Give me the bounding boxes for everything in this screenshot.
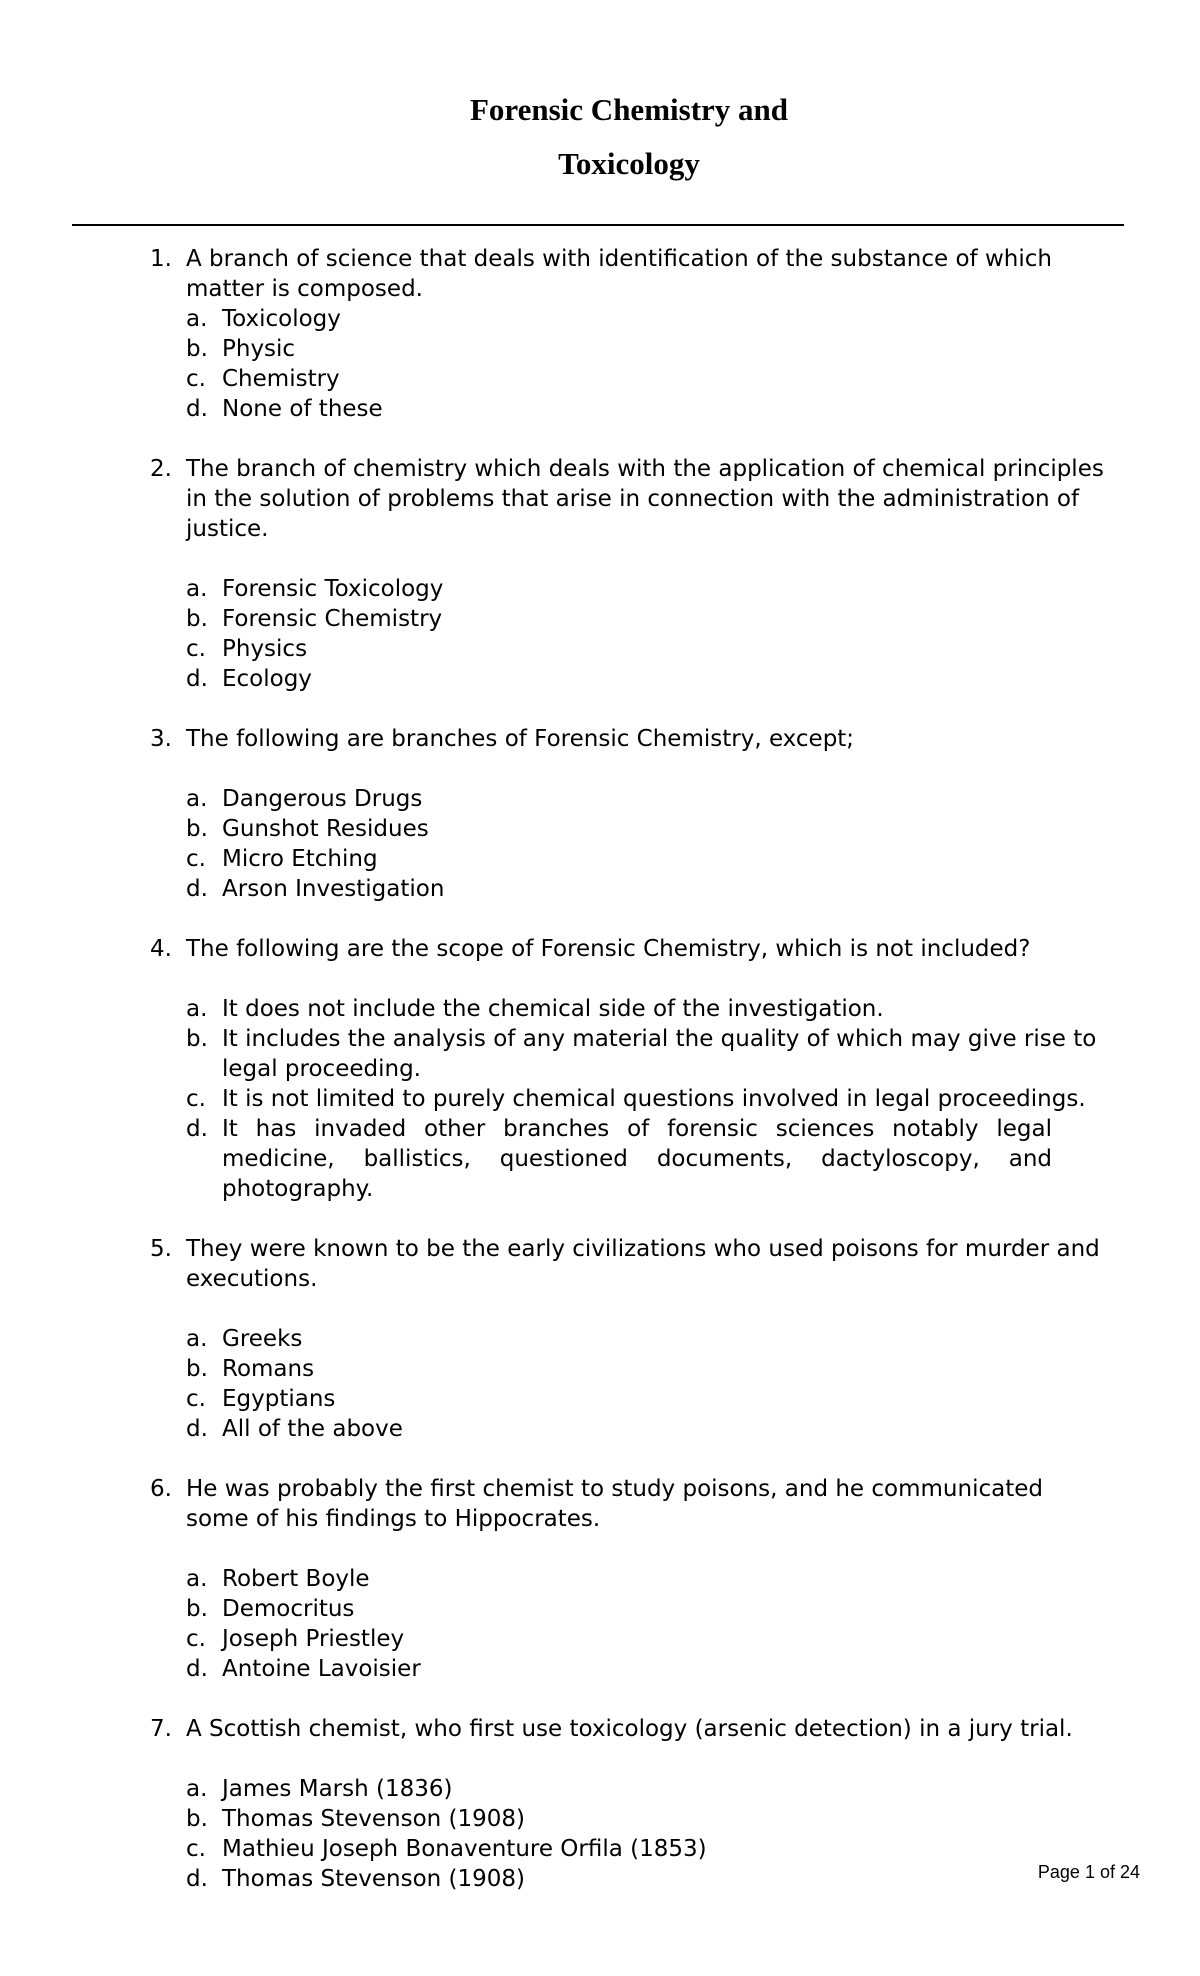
option-text: Forensic Toxicology — [222, 576, 444, 602]
option-letter: c. — [186, 1836, 206, 1862]
option-list — [186, 1564, 1110, 1684]
option-list — [186, 994, 1110, 1204]
option — [186, 1324, 1110, 1354]
option — [186, 1354, 1110, 1384]
option — [186, 1834, 1110, 1864]
question-number: 7. — [150, 1716, 172, 1742]
question-text: The following are branches of Forensic Chemistry, except; — [186, 726, 855, 752]
option-letter: b. — [186, 1806, 208, 1832]
option-text: Mathieu Joseph Bonaventure Orfila (1853) — [222, 1836, 707, 1862]
option-text: Physic — [222, 336, 296, 362]
option-letter: d. — [186, 396, 208, 422]
question-text: The following are the scope of Forensic Chemistry, which is not included? — [186, 936, 1031, 962]
option-text: Chemistry — [222, 366, 340, 392]
option-text: Romans — [222, 1356, 315, 1382]
option-letter: b. — [186, 1356, 208, 1382]
option-letter: c. — [186, 1626, 206, 1652]
option-text: Arson Investigation — [222, 876, 445, 902]
option-letter: c. — [186, 1386, 206, 1412]
question-list — [150, 244, 1110, 1894]
option-letter: d. — [186, 1416, 208, 1442]
option-letter: b. — [186, 816, 208, 842]
option-text: Micro Etching — [222, 846, 378, 872]
document-title-line-1: Forensic Chemistry and — [469, 92, 789, 127]
question-4 — [150, 934, 1110, 1204]
option-text: Democritus — [222, 1596, 355, 1622]
option-text: Gunshot Residues — [222, 816, 429, 842]
option-letter: a. — [186, 786, 208, 812]
question-2 — [150, 454, 1110, 694]
option-letter: d. — [186, 876, 208, 902]
option — [186, 1414, 1110, 1444]
spacer — [186, 1534, 1110, 1564]
option — [186, 1564, 1110, 1594]
option — [186, 1024, 1110, 1084]
option-list — [186, 784, 1110, 904]
question-text: A Scottish chemist, who first use toxicology (arsenic detection) in a jury trial. — [186, 1716, 1073, 1742]
page-number: Page 1 of 24 — [1037, 1862, 1140, 1882]
spacer — [186, 544, 1110, 574]
option — [186, 844, 1110, 874]
option — [186, 814, 1110, 844]
option-text: Egyptians — [222, 1386, 336, 1412]
option-letter: b. — [186, 1596, 208, 1622]
option-letter: d. — [186, 666, 208, 692]
spacer — [150, 1684, 1110, 1714]
question-text: The branch of chemistry which deals with the application of chemical principles in the solution of problems that arise in connection with the administration of justice. — [186, 456, 1104, 542]
question-text: A branch of science that deals with identification of the substance of which matter is composed. — [186, 246, 1052, 302]
option — [186, 304, 1110, 334]
title-divider — [72, 224, 1124, 226]
option-letter: c. — [186, 846, 206, 872]
spacer — [186, 1294, 1110, 1324]
spacer — [150, 694, 1110, 724]
option-text: None of these — [222, 396, 383, 422]
option-letter: b. — [186, 606, 208, 632]
option — [186, 394, 1110, 424]
option-list — [186, 1324, 1110, 1444]
option-letter: c. — [186, 1086, 206, 1112]
option — [186, 994, 1110, 1024]
document-title-line-2: Toxicology — [558, 146, 700, 181]
question-number: 2. — [150, 456, 172, 482]
question-number: 3. — [150, 726, 172, 752]
option-text: Joseph Priestley — [222, 1626, 405, 1652]
question-7 — [150, 1714, 1110, 1894]
option — [186, 1084, 1110, 1114]
option-list — [186, 1774, 1110, 1894]
option — [186, 1654, 1110, 1684]
option — [186, 1594, 1110, 1624]
option-letter: a. — [186, 1326, 208, 1352]
option-text: Forensic Chemistry — [222, 606, 443, 632]
option — [186, 1624, 1110, 1654]
question-number: 4. — [150, 936, 172, 962]
option-letter: a. — [186, 306, 208, 332]
spacer — [150, 904, 1110, 934]
spacer — [186, 964, 1110, 994]
option-letter: a. — [186, 1776, 208, 1802]
option — [186, 1114, 1110, 1204]
spacer — [150, 1444, 1110, 1474]
option — [186, 334, 1110, 364]
spacer — [186, 754, 1110, 784]
question-number: 1. — [150, 246, 172, 272]
option — [186, 574, 1110, 604]
option-letter: b. — [186, 336, 208, 362]
spacer — [186, 1744, 1110, 1774]
question-text: They were known to be the early civilizations who used poisons for murder and executions. — [186, 1236, 1100, 1292]
option-letter: d. — [186, 1656, 208, 1682]
option-text: It is not limited to purely chemical questions involved in legal proceedings. — [222, 1086, 1086, 1112]
option — [186, 1384, 1110, 1414]
option-text: It has invaded other branches of forensic sciences notably legal medicine, ballistics, questioned documents, dactyloscopy, and photography. — [222, 1116, 1052, 1202]
question-3 — [150, 724, 1110, 904]
option-text: Thomas Stevenson (1908) — [222, 1806, 526, 1832]
question-number: 6. — [150, 1476, 172, 1502]
option-text: It does not include the chemical side of the investigation. — [222, 996, 884, 1022]
option-letter: a. — [186, 996, 208, 1022]
option-text: James Marsh (1836) — [222, 1776, 453, 1802]
option-letter: c. — [186, 636, 206, 662]
question-6 — [150, 1474, 1110, 1684]
option — [186, 634, 1110, 664]
option — [186, 1774, 1110, 1804]
option-list — [186, 574, 1110, 694]
option-text: It includes the analysis of any material the quality of which may give rise to legal proceeding. — [222, 1026, 1097, 1082]
option-letter: a. — [186, 576, 208, 602]
question-number: 5. — [150, 1236, 172, 1262]
option-text: Thomas Stevenson (1908) — [222, 1866, 526, 1892]
option-text: Antoine Lavoisier — [222, 1656, 421, 1682]
option — [186, 604, 1110, 634]
question-5 — [150, 1234, 1110, 1444]
option-letter: d. — [186, 1116, 208, 1142]
option-text: Dangerous Drugs — [222, 786, 423, 812]
option-text: Greeks — [222, 1326, 303, 1352]
option-text: Ecology — [222, 666, 312, 692]
option-letter: c. — [186, 366, 206, 392]
question-1 — [150, 244, 1110, 424]
option-list — [186, 304, 1110, 424]
option-text: All of the above — [222, 1416, 403, 1442]
option — [186, 364, 1110, 394]
option — [186, 1864, 1110, 1894]
option — [186, 664, 1110, 694]
option-letter: d. — [186, 1866, 208, 1892]
question-text: He was probably the first chemist to study poisons, and he communicated some of his findings to Hippocrates. — [186, 1476, 1043, 1532]
option — [186, 874, 1110, 904]
spacer — [150, 424, 1110, 454]
option-letter: b. — [186, 1026, 208, 1052]
option-letter: a. — [186, 1566, 208, 1592]
option-text: Physics — [222, 636, 308, 662]
option — [186, 784, 1110, 814]
spacer — [150, 1204, 1110, 1234]
option-text: Toxicology — [222, 306, 341, 332]
option-text: Robert Boyle — [222, 1566, 370, 1592]
option — [186, 1804, 1110, 1834]
